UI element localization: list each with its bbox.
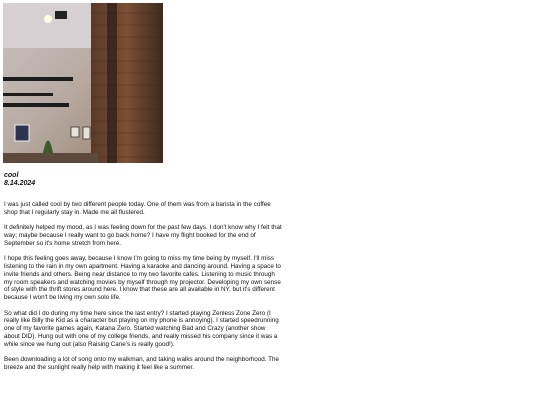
paragraph: Been downloading a lot of song onto my walkman, and taking walks around the neighborhood. The breeze and the sunlight really help with making it feel like a summer.	[4, 356, 280, 371]
paragraph: I hope this feeling goes away, because I know I'm going to miss my time being by myself. I'll miss listening to the rain in my own apartment. Having a karaoke and dancing around. Having a space to invite friends and others. Being near distance to my two favorite cafes. Listening to music through my room speakers and watching movies by myself through my projector. Developing my own sense of style with the thrift stores around here. I know that these are all available in NY, but it's different because I won't be living my own solo life.	[4, 255, 281, 301]
cafe-interior-image	[3, 3, 163, 163]
paragraph: It definitely helped my mood, as I was feeling down for the past few days. I don't know why I felt that way; maybe because I really want to go back home? I have my flight booked for the end of September so it's home stretch from here.	[4, 224, 282, 247]
paragraph: I was just called cool by two different people today. One of them was from a barista in the coffee shop that I regularly stay in. Made me all flustered.	[4, 201, 271, 216]
post-photo	[3, 3, 163, 163]
post-body	[4, 201, 282, 379]
post-date: 8.14.2024	[4, 180, 36, 187]
post-title: cool	[4, 172, 19, 179]
paragraph: So what did I do during my time here since the last entry? I started playing Zenless Zone Zero (I really like Billy the Kid as a character but playing on my phone is annoying). I started speedrunning one of my favorite games again, Katana Zero. Started watching Bad and Crazy (another show about DID). Hung out with one of my college friends, and really missed his company since it was a while since we hung out (also Raising Cane's is really good!).	[4, 309, 279, 348]
